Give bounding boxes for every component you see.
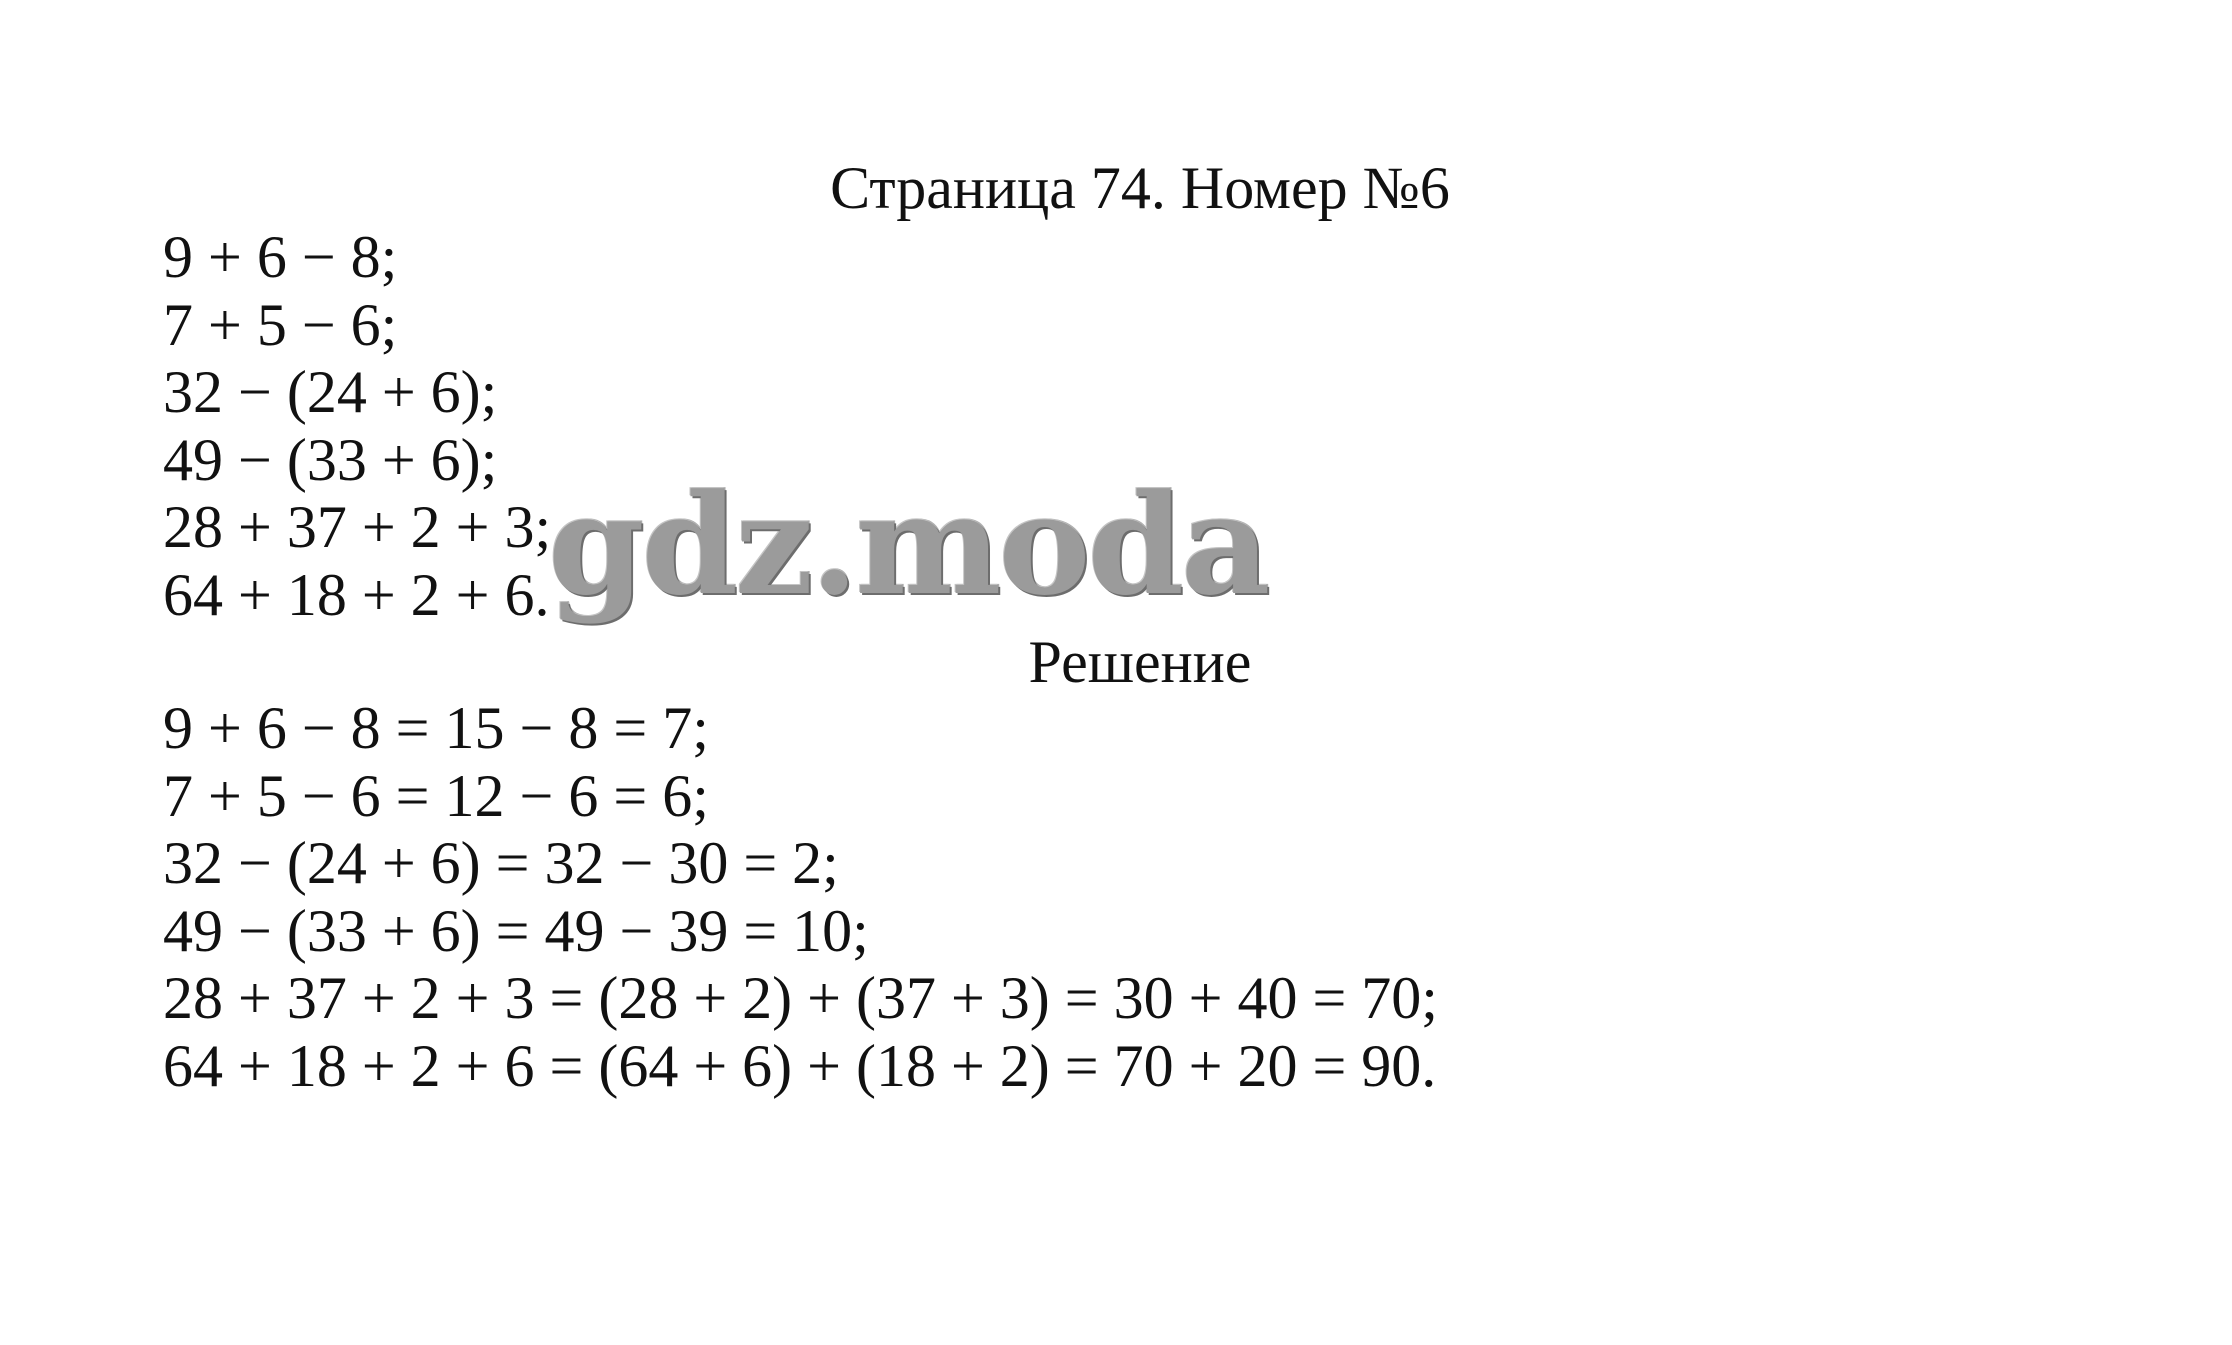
problem-line: 32 − (24 + 6); xyxy=(163,359,498,425)
solution-line: 9 + 6 − 8 = 15 − 8 = 7; xyxy=(163,695,709,761)
solution-list xyxy=(163,695,1438,1100)
solution-heading: Решение xyxy=(1028,629,1252,695)
solution-line: 32 − (24 + 6) = 32 − 30 = 2; xyxy=(163,830,839,896)
solution-line: 7 + 5 − 6 = 12 − 6 = 6; xyxy=(163,762,709,829)
problem-line: 64 + 18 + 2 + 6. xyxy=(163,561,550,628)
problem-line: 28 + 37 + 2 + 3; xyxy=(163,494,552,560)
watermark-logo: gdz.moda xyxy=(548,463,1268,626)
problem-list xyxy=(163,224,551,629)
problem-line: 9 + 6 − 8; xyxy=(163,224,398,290)
solution-line: 49 − (33 + 6) = 49 − 39 = 10; xyxy=(163,897,869,964)
problem-line: 7 + 5 − 6; xyxy=(163,291,398,358)
solution-line: 28 + 37 + 2 + 3 = (28 + 2) + (37 + 3) = 30 + 40 = 70; xyxy=(163,965,1438,1031)
page-title: Страница 74. Номер №6 xyxy=(830,155,1450,221)
problem-line: 49 − (33 + 6); xyxy=(163,426,498,493)
solution-line: 64 + 18 + 2 + 6 = (64 + 6) + (18 + 2) = 70 + 20 = 90. xyxy=(163,1032,1437,1099)
